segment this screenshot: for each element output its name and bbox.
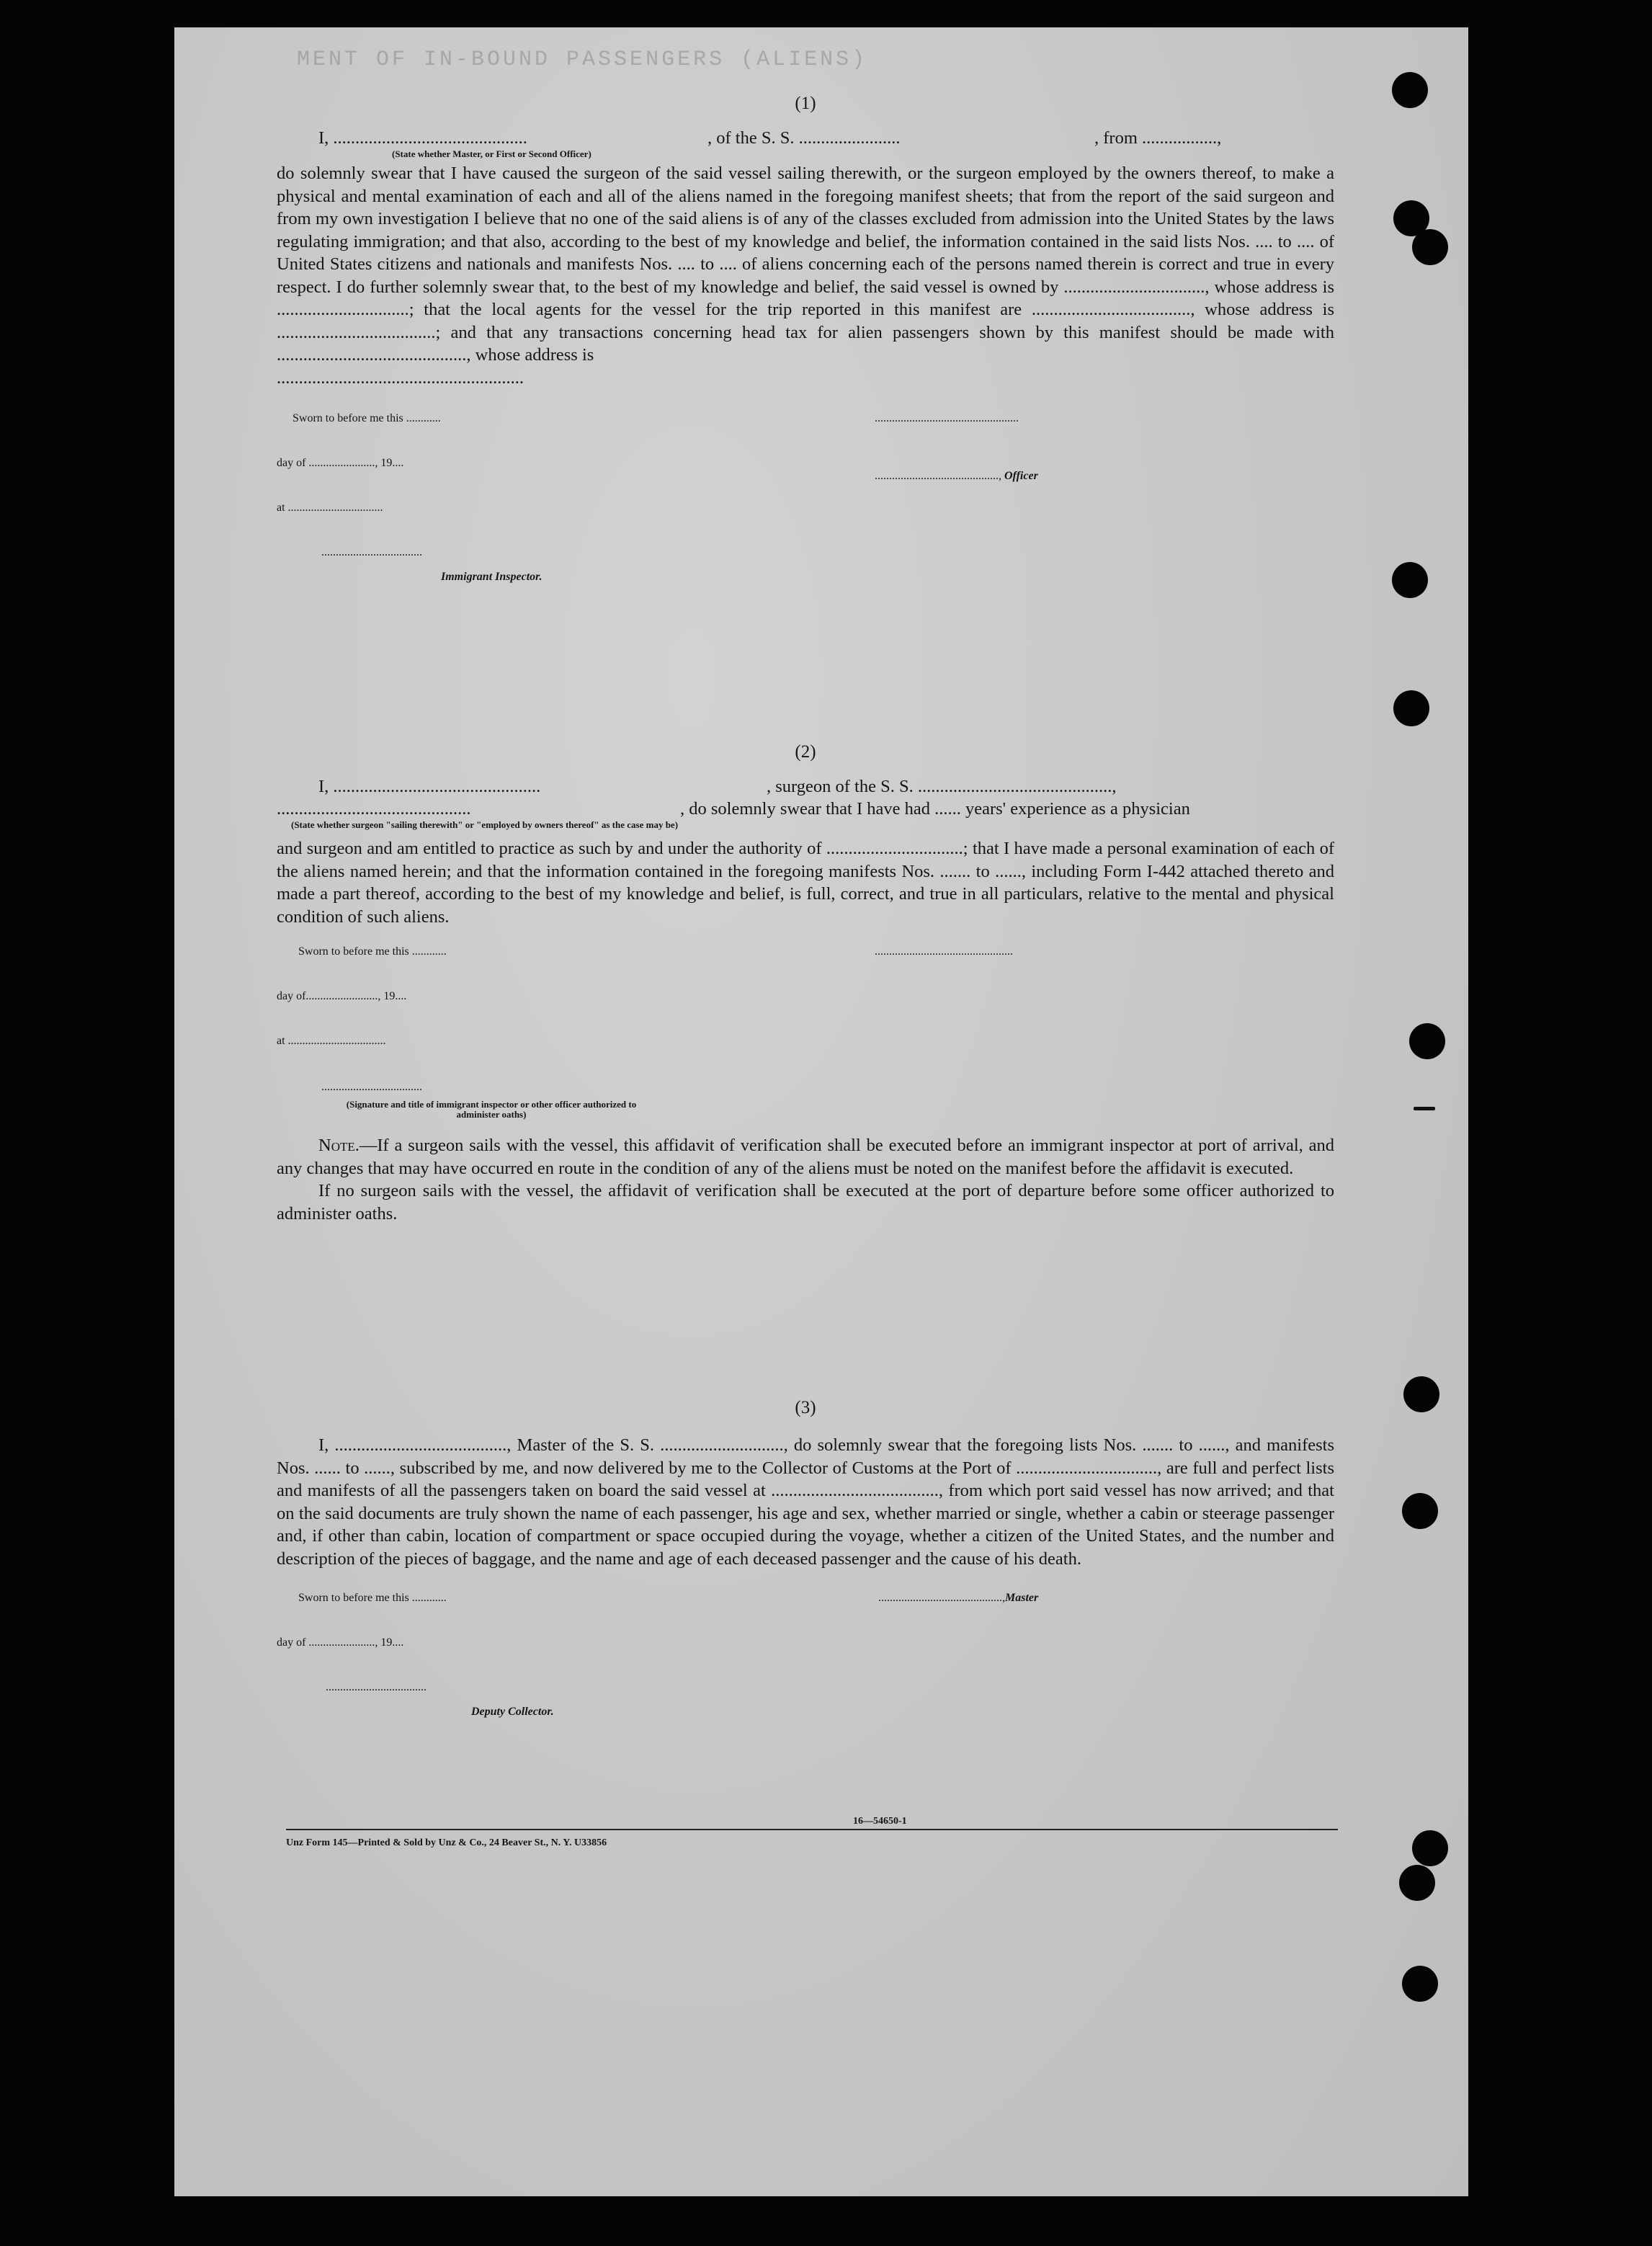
verification-note: Note.—If a surgeon sails with the vessel, this affidavit of verification shall be executed before an immigrant inspector at port of arrival, and any changes that may have occurred en route in the condition of any of the aliens must be noted on the manifest before the affidavit is executed. <box>277 1136 1334 1178</box>
signature-blank: ................................................ <box>875 945 1013 958</box>
master-label: Master <box>1005 1592 1039 1604</box>
punch-hole <box>1393 690 1429 726</box>
printer-imprint: Unz Form 145—Printed & Sold by Unz & Co., 24 Beaver St., N. Y. U33856 <box>286 1837 607 1848</box>
punch-hole <box>1412 229 1448 265</box>
inspector-signature-blank: ................................... <box>321 1081 422 1093</box>
signature-block <box>277 412 1334 600</box>
affidavit-section-2 <box>277 742 1334 1225</box>
collector-label: Deputy Collector. <box>471 1706 554 1718</box>
affidavit-section-3 <box>277 1398 1334 1827</box>
inspector-signature-blank: ................................... <box>321 545 422 558</box>
inspector-label: Immigrant Inspector. <box>441 570 543 583</box>
sworn-line: Sworn to before me this ............ <box>298 1592 447 1604</box>
punch-hole <box>1403 1376 1439 1412</box>
date-line: day of ......................., 19.... <box>277 1636 404 1649</box>
document-page <box>174 27 1468 2196</box>
section-number: (1) <box>795 94 816 113</box>
punch-hole <box>1402 1966 1438 2002</box>
collector-signature-blank: ................................... <box>326 1681 427 1693</box>
inspector-caption: (Signature and title of immigrant inspector or other officer authorized to administer oaths) <box>346 1099 637 1120</box>
section-number: (2) <box>795 742 816 762</box>
section-number: (3) <box>795 1398 816 1417</box>
master-oath-line <box>277 127 1334 149</box>
punch-hole <box>1392 562 1428 598</box>
vessel-blank: , of the S. S. ....................... <box>707 128 901 148</box>
surgeon-status-caption: (State whether surgeon "sailing therewith" or "employed by owners thereof" as the case may be) <box>291 819 679 830</box>
ink-mark <box>1414 1107 1435 1110</box>
punch-hole <box>1392 72 1428 108</box>
punch-hole <box>1409 1023 1445 1059</box>
surgeon-status-blank: ............................................ <box>277 799 471 819</box>
officer-line: ..........................................., Officer <box>875 469 1038 482</box>
signature-blank: .................................................. <box>875 411 1019 424</box>
sworn-line: Sworn to before me this ............ <box>298 945 447 958</box>
date-line: day of ......................., 19.... <box>277 456 404 469</box>
master-line: ...........................................,Master <box>878 1592 1039 1604</box>
date-line: day of........................., 19.... <box>277 990 407 1002</box>
sworn-line: Sworn to before me this ............ <box>293 411 441 424</box>
verification-note-2: If no surgeon sails with the vessel, the affidavit of verification shall be executed at the port of departure before some officer authorized to administer oaths. <box>277 1181 1334 1224</box>
rank-blank: I, ............................................ <box>318 128 527 148</box>
form-code: 16—54650-1 <box>853 1816 907 1827</box>
officer-label: Officer <box>1004 469 1038 482</box>
rank-caption: (State whether Master, or First or Second Officer) <box>392 148 591 159</box>
place-line: at ................................. <box>277 501 383 514</box>
surgeon-oath-line <box>277 775 1334 798</box>
experience-blank: , do solemnly swear that I have had ...... years' experience as a physician <box>680 799 1190 819</box>
signature-block <box>277 1592 1334 1736</box>
surgeon-name-blank: I, ............................................... <box>318 777 541 796</box>
surgeon-oath-body: and surgeon and am entitled to practice as such by and under the authority of ...............................; that I have made a personal examination of each of the aliens named herein; and that the information contained in the foregoing manifests Nos. ....... to ......, including Form I-442 attached thereto and made a part thereof, according to the best of my knowledge and belief, is full, correct, and true in all particulars, relative to the mental and physical condition of such aliens. <box>277 839 1334 927</box>
master-manifest-oath: I, ......................................., Master of the S. S. ............................, do solemnly swear that the foregoing lists Nos. ....... to ......, and manifests Nos. ...... to ......, subscribed by me, and now delivered by me to the Collector of Customs at the Port of ................................, are full and perfect lists and manifests of all the passengers taken on board the said vessel at ......................................, from which port said vessel has now arrived; and that on the said documents are truly shown the name of each passenger, his age and sex, whether married or single, whether a cabin or steerage passenger and, if other than cabin, location of compartment or space occupied during the voyage, whether a citizen of the United States, and the number and description of the pieces of baggage, and the name and age of each deceased passenger and the cause of his death. <box>277 1435 1334 1569</box>
address-blank: ........................................................ <box>277 367 524 388</box>
from-blank: , from ................., <box>1094 128 1222 148</box>
place-line: at .................................. <box>277 1035 386 1047</box>
punch-hole <box>1399 1865 1435 1901</box>
surgeon-status-line <box>277 798 1334 820</box>
punch-hole <box>1402 1493 1438 1529</box>
affidavit-section-1 <box>277 94 1334 600</box>
vessel-blank: , surgeon of the S. S. ............................................, <box>767 777 1117 796</box>
footer-rule <box>286 1829 1338 1830</box>
punch-hole <box>1412 1830 1448 1866</box>
bleed-through-text: MENT OF IN-BOUND PASSENGERS (ALIENS) <box>297 48 868 72</box>
oath-body: do solemnly swear that I have caused the surgeon of the said vessel sailing therewith, or the surgeon employed by the owners thereof, to make a physical and mental examination of each and all of the aliens named in the foregoing manifest sheets; that from the report of the said surgeon and from my own investigation I believe that no one of the said aliens is of any of the classes excluded from admission into the United States by the laws regulating immigration; and that also, according to the best of my knowledge and belief, the information contained in the said lists Nos. .... to .... of United States citizens and nationals and manifests Nos. .... to .... of aliens concerning each of the persons named therein is correct and true in every respect. I do further solemnly swear that, to the best of my knowledge and belief, the said vessel is owned by ................................, whose address is ..............................; that the local agents for the vessel for the trip reported in this manifest are ...................................., whose address is ....................................; and that any transactions concerning head tax for alien passengers shown by this manifest should be made with ..........................................., whose address is <box>277 164 1334 365</box>
signature-block <box>277 945 1334 1134</box>
